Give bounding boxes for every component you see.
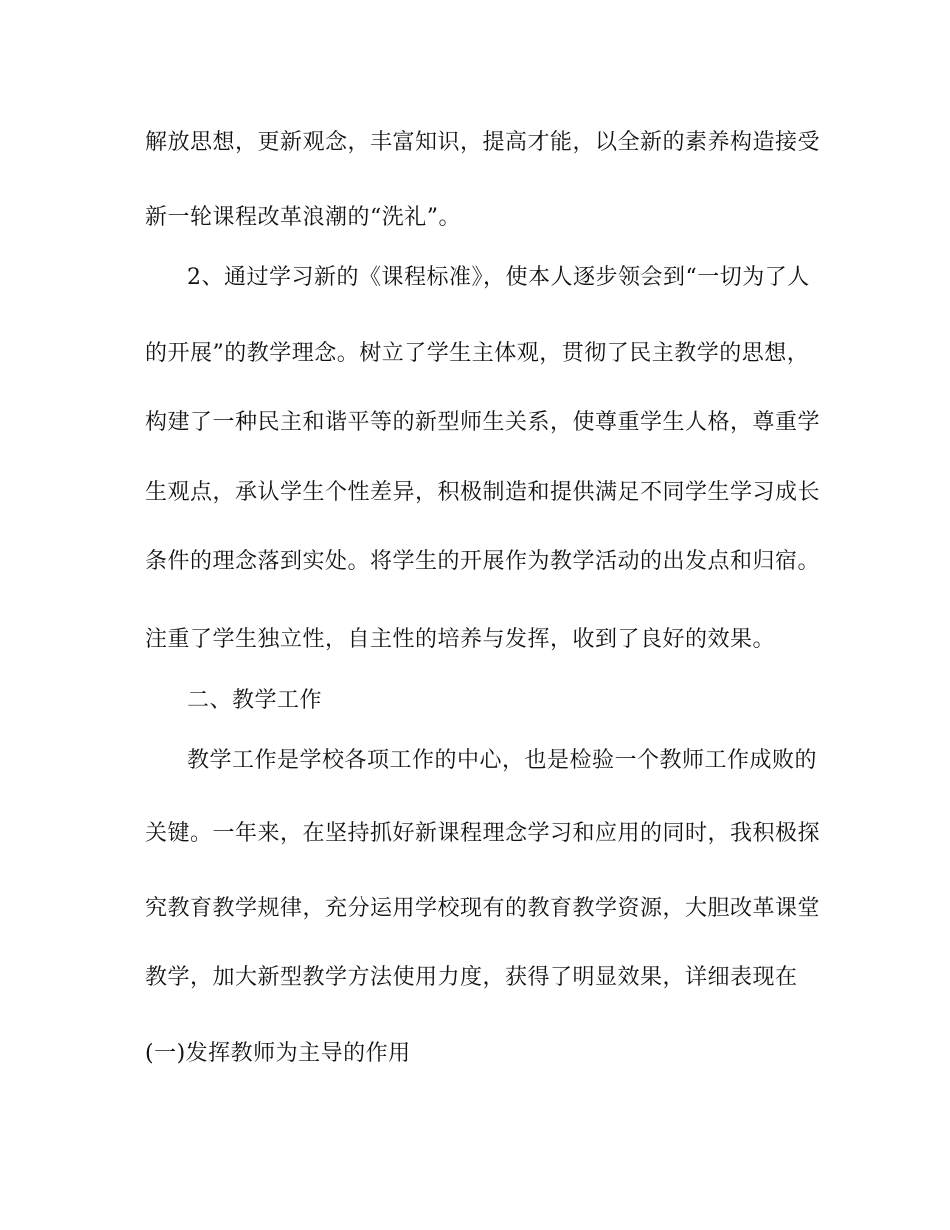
text-line-5: 构建了一种民主和谐平等的新型师生关系，使尊重学生人格，尊重学 [145,410,821,435]
subsection-heading: (一)发挥教师为主导的作用 [145,1041,411,1066]
text-line-4: 的开展”的教学理念。树立了学生主体观，贯彻了民主教学的思想， [145,341,810,366]
text-line-3: 2、通过学习新的《课程标准》，使本人逐步领会到“一切为了人 [187,265,810,290]
text-line-1: 解放思想，更新观念，丰富知识，提高才能，以全新的素养构造接受 [145,130,821,155]
text-line-13: 教学，加大新型教学方法使用力度，获得了明显效果，详细表现在 [145,965,798,990]
text-line-12: 究教育教学规律，充分运用学校现有的教育教学资源，大胆改革课堂 [145,896,821,921]
text-line-10: 教学工作是学校各项工作的中心，也是检验一个教师工作成败的 [187,748,818,773]
text-line-11: 关键。一年来，在坚持抓好新课程理念学习和应用的同时，我积极探 [145,821,821,846]
text-line-6: 生观点，承认学生个性差异，积极制造和提供满足不同学生学习成长 [145,480,821,505]
text-line-8: 注重了学生独立性，自主性的培养与发挥，收到了良好的效果。 [145,627,776,652]
text-line-7: 条件的理念落到实处。将学生的开展作为教学活动的出发点和归宿。 [145,549,821,574]
text-line-2: 新一轮课程改革浪潮的“洗礼”。 [145,205,461,230]
section-heading: 二、教学工作 [187,688,323,713]
